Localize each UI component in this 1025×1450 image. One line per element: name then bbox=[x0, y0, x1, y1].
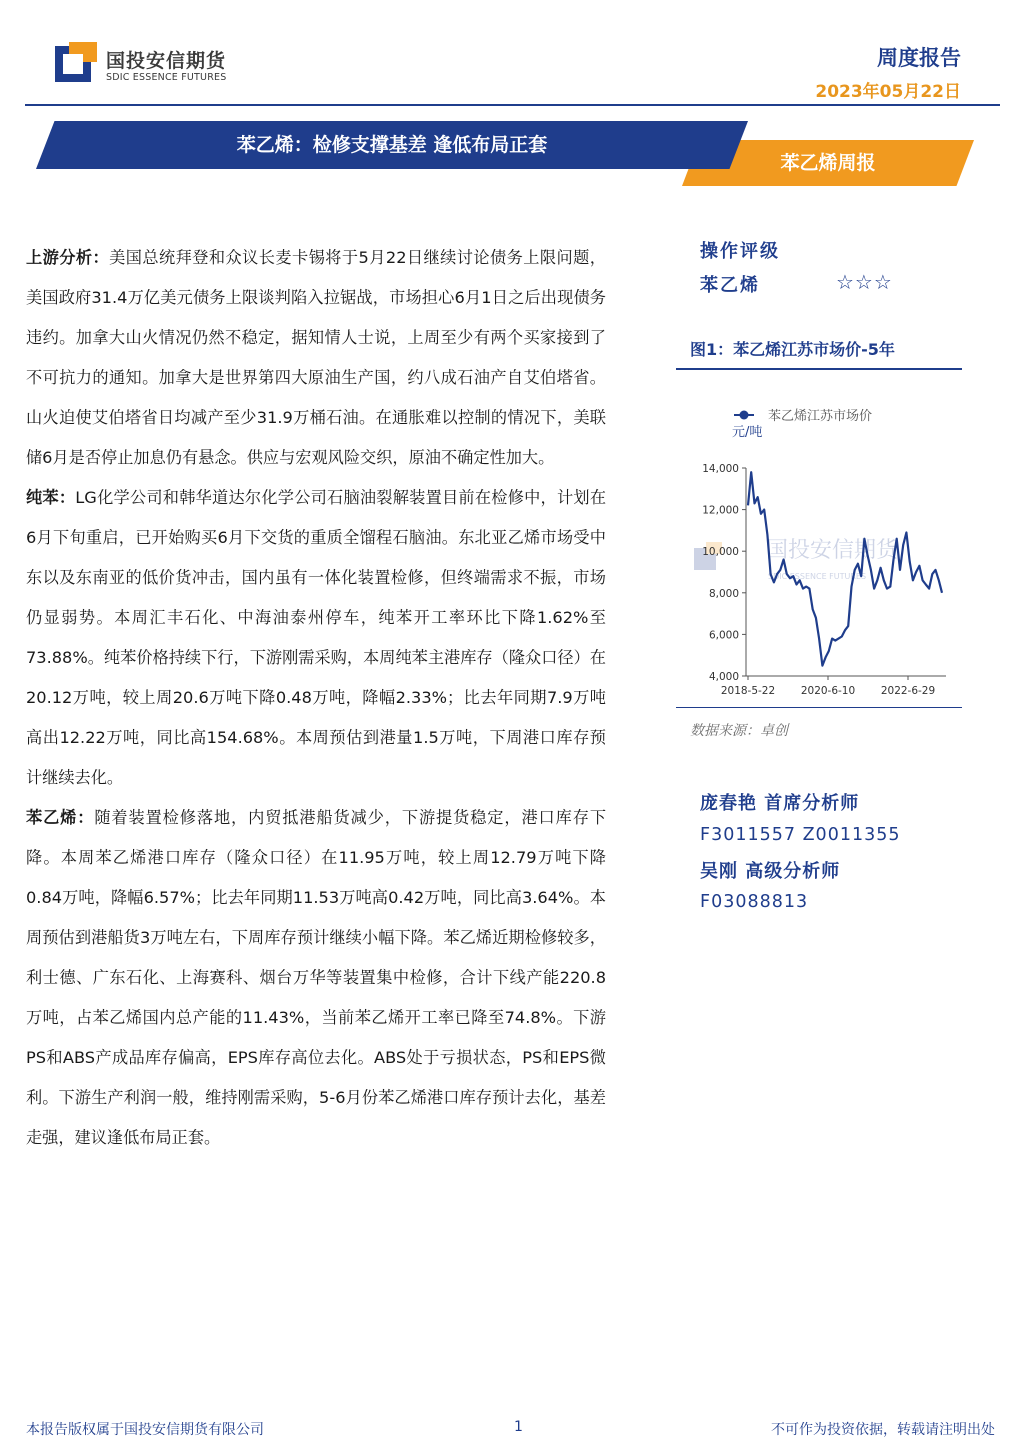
y-tick-label: 8,000 bbox=[708, 587, 739, 600]
chart-plot bbox=[748, 472, 942, 665]
paragraph-text: 随着装置检修落地，内贸抵港船货减少，下游提货稳定，港口库存下降。本周苯乙烯港口库存（隆众口径）在11.95万吨，较上周12.79万吨下降0.84万吨，降幅6.57%；比去年同期11.53万吨高0.42万吨，同比高3.64%。本周预估到港船货3万吨左右，下周库存预计继续小幅下降。苯乙烯近期检修较多，利士德、广东石化、上海赛科、烟台万华等装置集中检修，合计下线产能220.8万吨，占苯乙烯国内总产能的11.43%，当前苯乙烯开工率已降至74.8%。下游PS和ABS产成品库存偏高，EPS库存高位去化。ABS处于亏损状态，PS和EPS微利。下游生产利润一般，维持刚需采购，5-6月份苯乙烯港口库存预计去化，基差走强，建议逢低布局正套。 bbox=[26, 808, 607, 1147]
analyst-2-name: 吴刚 高级分析师 bbox=[700, 861, 841, 882]
report-type: 周度报告 bbox=[877, 46, 961, 70]
price-chart bbox=[676, 390, 966, 708]
logo-text-en: SDIC ESSENCE FUTURES bbox=[106, 72, 227, 83]
paragraph-text: LG化学公司和韩华道达尔化学公司石脑油裂解装置目前在检修中，计划在6月下旬重启，已开始购买6月下交货的重质全馏程石脑油。东北亚乙烯市场受中东以及东南亚的低价货冲击，国内虽有一体化装置检修，但终端需求不振，市场仍显弱势。本周汇丰石化、中海油泰州停车，纯苯开工率环比下降1.62%至73.88%。纯苯价格持续下行，下游刚需采购，本周纯苯主港库存（隆众口径）在20.12万吨，较上周20.6万吨下降0.48万吨，降幅2.33%；比去年同期7.9万吨高出12.22万吨，同比高154.68%。本周预估到港量1.5万吨，下周港口库存预计继续去化。 bbox=[26, 488, 607, 787]
footer-disclaimer: 不可作为投资依据，转载请注明出处 bbox=[771, 1422, 995, 1438]
data-source: 数据来源：卓创 bbox=[690, 723, 788, 739]
y-axis-unit: 元/吨 bbox=[732, 425, 763, 440]
series-line bbox=[748, 472, 942, 665]
rating-heading: 操作评级 bbox=[700, 241, 780, 262]
footer-copyright: 本报告版权属于国投安信期货有限公司 bbox=[26, 1422, 264, 1438]
y-tick-label: 12,000 bbox=[702, 504, 739, 517]
paragraph-lead: 上游分析： bbox=[26, 248, 110, 267]
y-tick-label: 10,000 bbox=[702, 546, 739, 559]
analyst-1-name: 庞春艳 首席分析师 bbox=[700, 793, 860, 814]
rating-stars-icon: ☆☆☆ bbox=[836, 270, 893, 294]
y-tick-label: 14,000 bbox=[702, 463, 739, 475]
figure-top-rule bbox=[676, 368, 962, 370]
x-tick-label: 2022-6-29 bbox=[880, 685, 936, 697]
x-tick-label: 2020-6-10 bbox=[800, 685, 856, 697]
page-number: 1 bbox=[514, 1419, 523, 1435]
watermark-text-en: SDIC ESSENCE FUTURES bbox=[768, 572, 867, 581]
report-title: 苯乙烯：检修支撑基差 逢低布局正套 bbox=[236, 134, 548, 156]
y-tick-label: 6,000 bbox=[708, 629, 739, 642]
body-content bbox=[26, 238, 606, 1158]
paragraph-text: 美国总统拜登和众议长麦卡锡将于5月22日继续讨论债务上限问题，美国政府31.4万亿美元债务上限谈判陷入拉锯战，市场担心6月1日之后出现债务违约。加拿大山火情况仍然不稳定，据知情人士说，上周至少有两个买家接到了不可抗力的通知。加拿大是世界第四大原油生产国，约八成石油产自艾伯塔省。山火迫使艾伯塔省日均减产至少31.9万桶石油。在通胀难以控制的情况下，美联储6月是否停止加息仍有悬念。供应与宏观风险交织，原油不确定性加大。 bbox=[26, 248, 606, 467]
paragraph-upstream bbox=[26, 238, 606, 478]
figure-bottom-rule bbox=[676, 707, 962, 708]
paragraph-benzene bbox=[26, 478, 606, 798]
chart-svg bbox=[676, 390, 966, 708]
y-tick-label: 4,000 bbox=[708, 671, 739, 683]
logo-mark-icon bbox=[55, 42, 97, 84]
report-date: 2023年05月22日 bbox=[815, 82, 961, 102]
tag-banner-label: 苯乙烯周报 bbox=[780, 152, 876, 174]
paragraph-styrene bbox=[26, 798, 606, 1158]
analyst-1-id: F3011557 Z0011355 bbox=[700, 825, 901, 845]
figure-title: 图1：苯乙烯江苏市场价-5年 bbox=[690, 340, 895, 359]
paragraph-lead: 纯苯： bbox=[26, 488, 76, 507]
header-divider bbox=[25, 104, 1000, 106]
legend-label: 苯乙烯江苏市场价 bbox=[768, 409, 873, 424]
legend-marker bbox=[740, 411, 749, 420]
rating-product: 苯乙烯 bbox=[700, 275, 760, 296]
analyst-2-id: F03088813 bbox=[700, 892, 809, 912]
watermark-text: 国投安信期货 bbox=[766, 538, 899, 563]
logo-text-cn: 国投安信期货 bbox=[106, 50, 227, 72]
x-tick-label: 2018-5-22 bbox=[720, 685, 776, 697]
paragraph-lead: 苯乙烯： bbox=[26, 808, 95, 827]
